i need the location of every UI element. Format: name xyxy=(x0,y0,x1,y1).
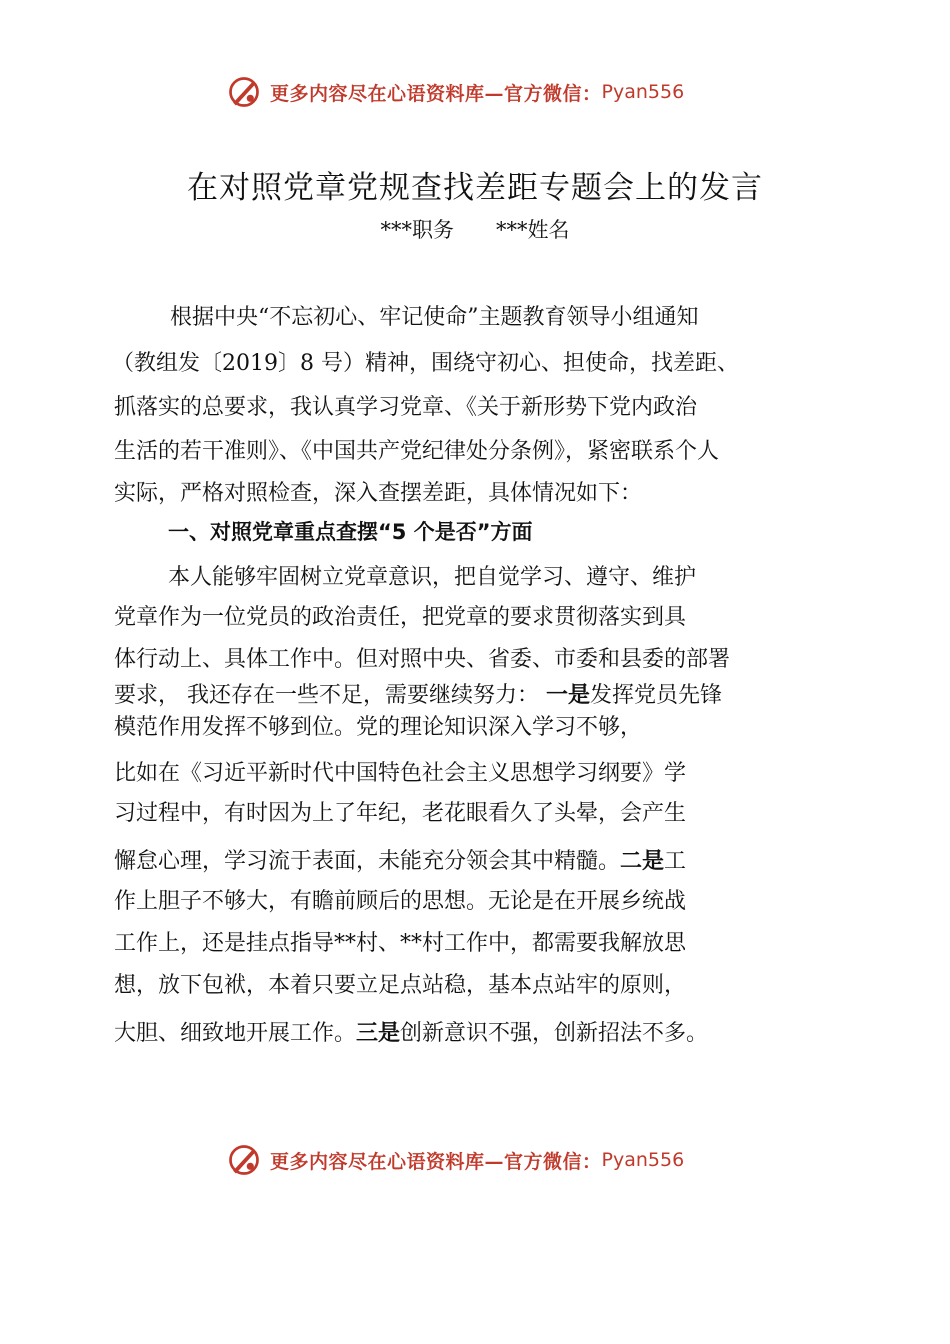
paragraph-line: 抓落实的总要求，我认真学习党章、《关于新形势下党内政治 xyxy=(114,395,698,420)
line-segment: 创新意识不强，创新招法不多。 xyxy=(400,1021,709,1046)
document-title: 在对照党章党规查找差距专题会上的发言 xyxy=(187,170,763,206)
author-position: ***职务 xyxy=(380,218,454,242)
paragraph-line: （教组发〔2019〕8 号）精神，围绕守初心、担使命，找差距、 xyxy=(112,351,739,376)
line-segment: 懈怠心理，学习流于表面，未能充分领会其中精髓。 xyxy=(114,849,621,874)
banner-text: 更多内容尽在心语资料库—官方微信： xyxy=(270,82,602,105)
author-name: ***姓名 xyxy=(496,218,570,242)
paragraph-line: 模范作用发挥不够到位。党的理论知识深入学习不够， xyxy=(114,715,643,740)
line-segment: 大胆、细致地开展工作。 xyxy=(114,1021,357,1046)
line-segment: 发挥党员先锋 xyxy=(590,683,723,708)
paragraph-line xyxy=(114,678,722,709)
paragraph-line: 工作上，还是挂点指导**村、**村工作中，都需要我解放思 xyxy=(114,931,687,956)
document-subtitle xyxy=(0,214,950,244)
paragraph-line: 实际，严格对照检查，深入查摆差距，具体情况如下： xyxy=(114,481,643,506)
paragraph-line: 习过程中，有时因为上了年纪，老花眼看久了头晕，会产生 xyxy=(114,801,687,826)
emphasis-third: 三是 xyxy=(356,1021,401,1046)
paragraph-line: 党章作为一位党员的政治责任，把党章的要求贯彻落实到具 xyxy=(114,605,687,630)
paragraph-line: 本人能够牢固树立党章意识，把自觉学习、遵守、维护 xyxy=(168,565,697,590)
banner-wechat-id: Pyan556 xyxy=(601,81,685,103)
paragraph-line: 体行动上、具体工作中。但对照中央、省委、市委和县委的部署 xyxy=(114,647,731,672)
banner-text: 更多内容尽在心语资料库—官方微信： xyxy=(270,1150,602,1173)
paragraph-line: 比如在《习近平新时代中国特色社会主义思想学习纲要》学 xyxy=(114,761,687,786)
paragraph-line xyxy=(114,844,686,875)
pen-logo-icon xyxy=(226,74,262,110)
header-banner xyxy=(226,72,746,112)
paragraph-line: 根据中央“不忘初心、牢记使命”主题教育领导小组通知 xyxy=(170,305,699,330)
line-segment: 要求， 我还存在一些不足，需要继续努力： xyxy=(114,683,539,708)
paragraph-line: 生活的若干准则》、《中国共产党纪律处分条例》，紧密联系个人 xyxy=(114,439,720,464)
banner-wechat-id: Pyan556 xyxy=(601,1149,685,1171)
pen-logo-icon xyxy=(226,1142,262,1178)
paragraph-line: 想，放下包袱，本着只要立足点站稳，基本点站牢的原则， xyxy=(114,973,687,998)
section-heading: 一、对照党章重点查摆“5 个是否”方面 xyxy=(168,520,533,544)
paragraph-line: 作上胆子不够大，有瞻前顾后的思想。无论是在开展乡统战 xyxy=(114,889,687,914)
paragraph-line xyxy=(114,1016,708,1047)
footer-banner xyxy=(226,1140,746,1180)
emphasis-first: 一是 xyxy=(546,683,591,708)
emphasis-second: 二是 xyxy=(620,849,665,874)
line-segment: 工 xyxy=(664,849,687,874)
